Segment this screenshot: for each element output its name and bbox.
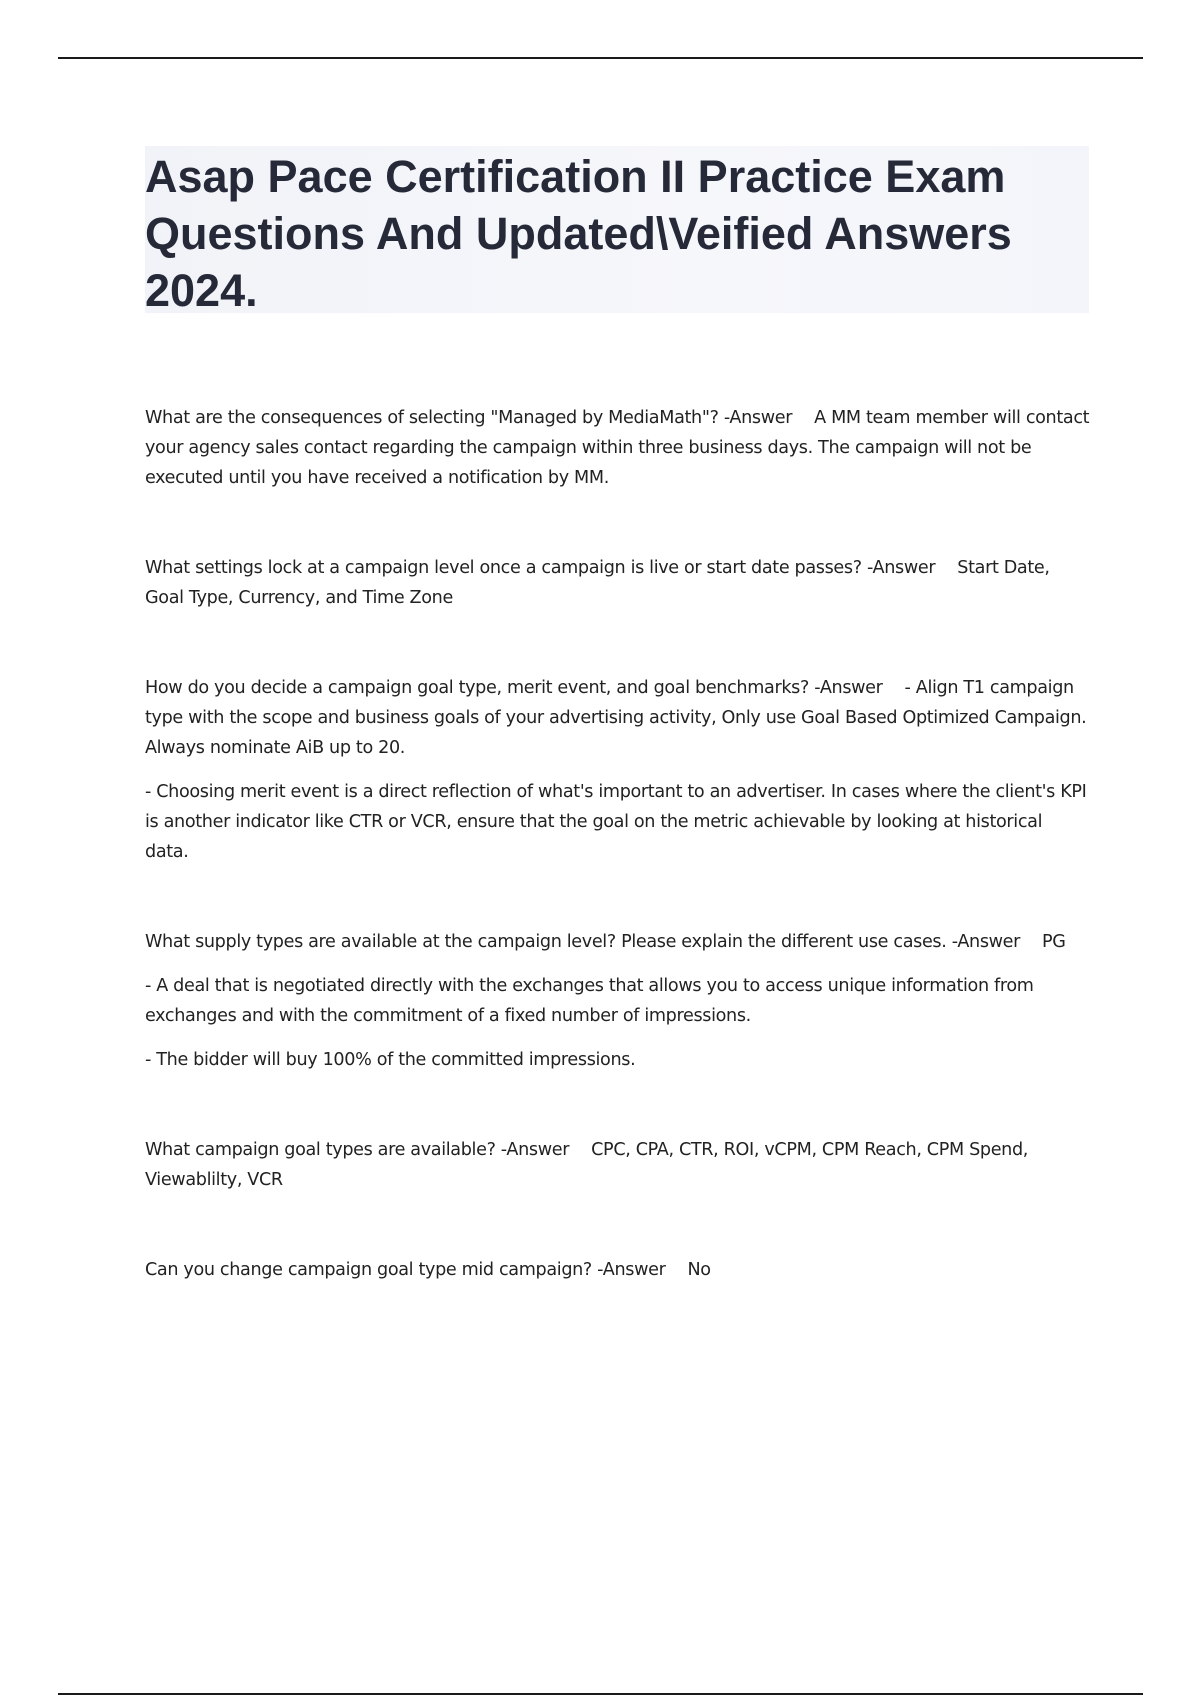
answer-extra: - The bidder will buy 100% of the committed impressions. <box>145 1050 636 1070</box>
qa-item-1 <box>145 403 1090 493</box>
question-text: How do you decide a campaign goal type, merit event, and goal benchmarks? -Answer <box>145 678 883 698</box>
qa-paragraph <box>145 553 1090 613</box>
qa-paragraph <box>145 927 1090 957</box>
qa-item-6 <box>145 1255 1090 1285</box>
answer-text: No <box>687 1260 711 1280</box>
answer-extra: - Choosing merit event is a direct reflection of what's important to an advertiser. In cases where the client's KPI is another indicator like CTR or VCR, ensure that the goal on the metric achievable by looking at historical data. <box>145 782 1087 862</box>
answer-text: CPC, CPA, CTR, ROI, vCPM, CPM Reach, CPM Spend, Viewablilty, VCR <box>145 1140 1029 1190</box>
qa-item-4 <box>145 927 1090 1075</box>
qa-paragraph <box>145 673 1090 763</box>
question-text: Can you change campaign goal type mid campaign? -Answer <box>145 1260 666 1280</box>
top-rule <box>58 57 1143 59</box>
qa-paragraph <box>145 1135 1090 1195</box>
question-text: What supply types are available at the campaign level? Please explain the different use cases. -Answer <box>145 932 1021 952</box>
qa-paragraph <box>145 403 1090 493</box>
qa-item-5 <box>145 1135 1090 1195</box>
bottom-rule <box>58 1693 1143 1695</box>
answer-text: PG <box>1042 932 1066 952</box>
answer-text: Start Date, Goal Type, Currency, and Time Zone <box>145 558 1050 608</box>
document-title: Asap Pace Certification II Practice Exam Questions And Updated\Veified Answers 2024. <box>145 151 1012 316</box>
qa-paragraph <box>145 1255 1090 1285</box>
answer-text: - Align T1 campaign type with the scope and business goals of your advertising activity, Only use Goal Based Optimized Campaign. Always nominate AiB up to 20. <box>145 678 1087 758</box>
question-text: What settings lock at a campaign level once a campaign is live or start date passes? -Answer <box>145 558 936 578</box>
answer-extra: - A deal that is negotiated directly with the exchanges that allows you to access unique information from exchanges and with the commitment of a fixed number of impressions. <box>145 976 1034 1026</box>
question-text: What are the consequences of selecting "Managed by MediaMath"? -Answer <box>145 408 793 428</box>
qa-item-3 <box>145 673 1090 867</box>
question-text: What campaign goal types are available? -Answer <box>145 1140 570 1160</box>
qa-list <box>145 403 1090 1345</box>
qa-item-2 <box>145 553 1090 613</box>
answer-text: A MM team member will contact your agency sales contact regarding the campaign within three business days. The campaign will not be executed until you have received a notification by MM. <box>145 408 1090 488</box>
